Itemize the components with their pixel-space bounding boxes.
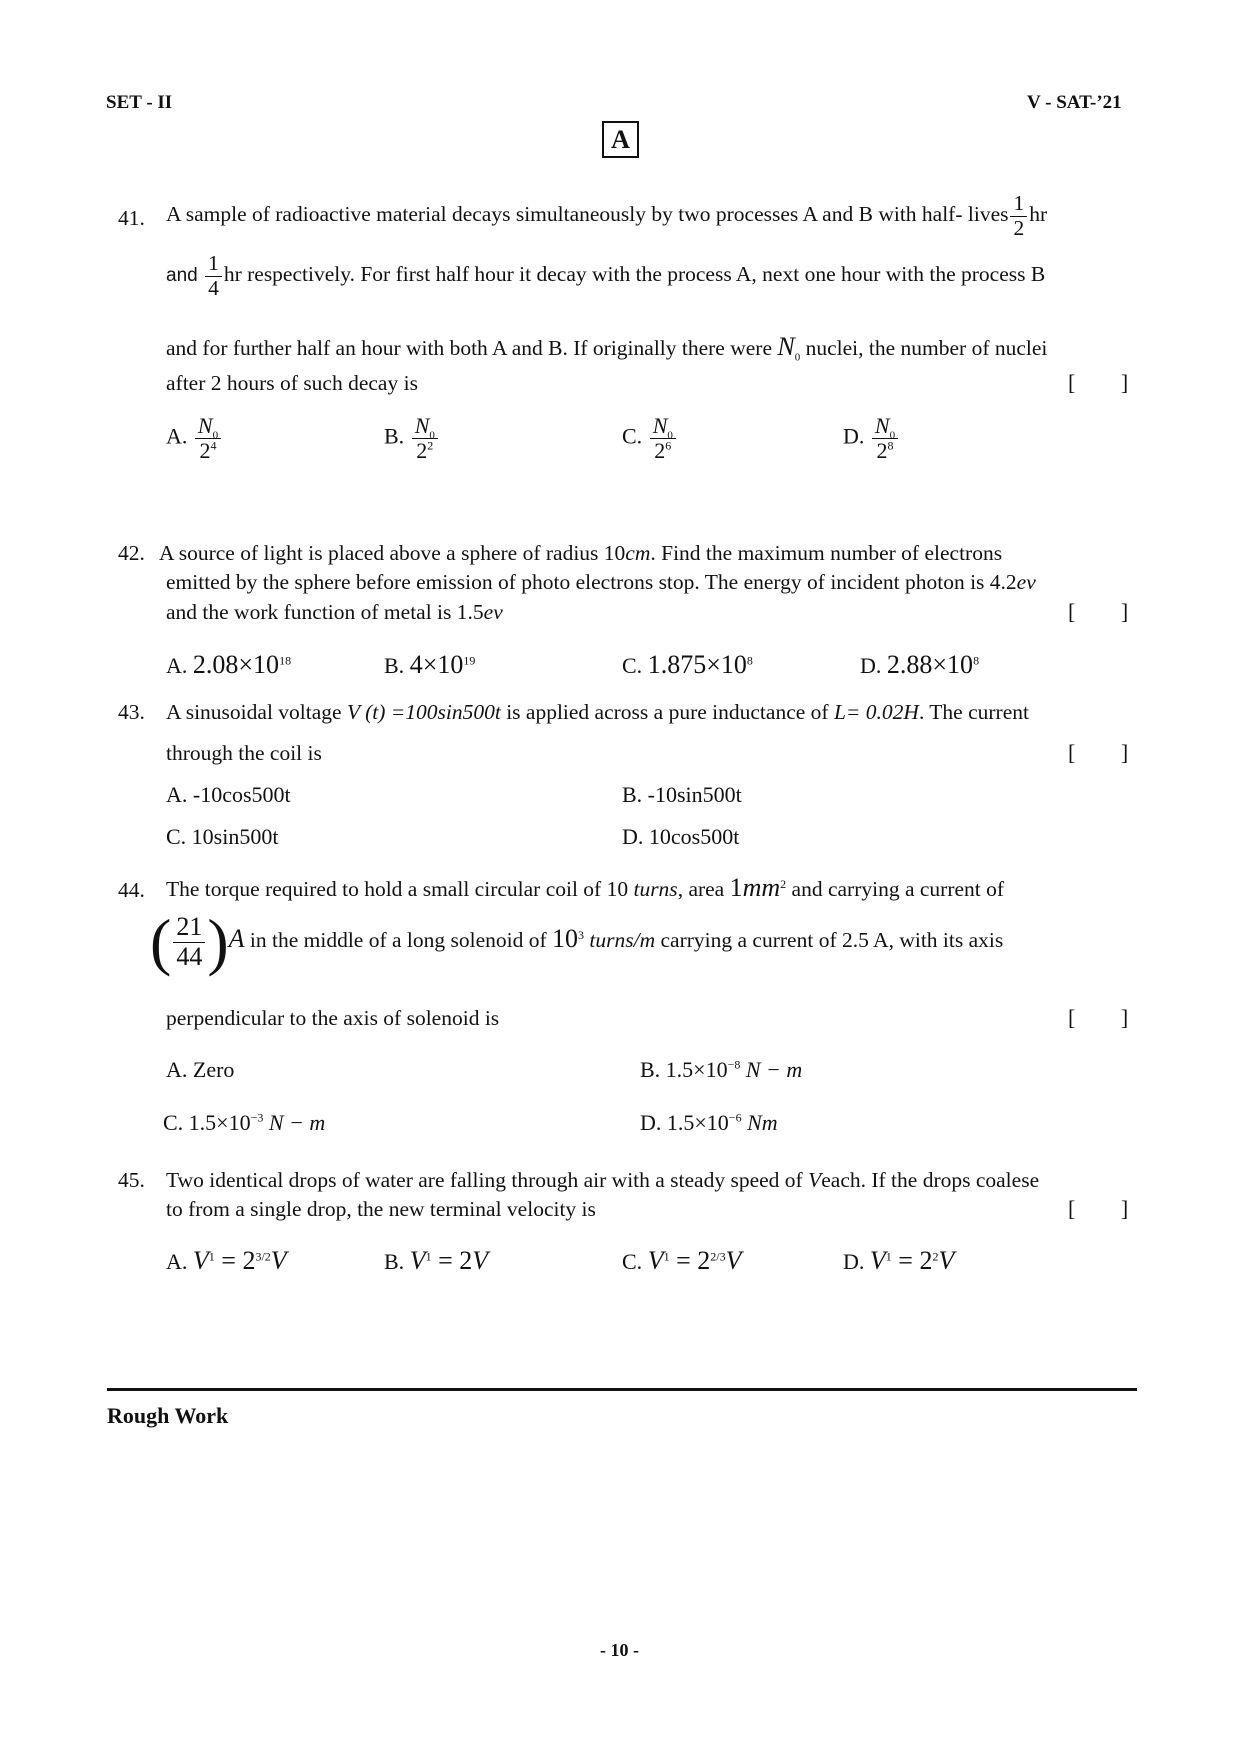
option-value: 1.875×10 [647, 650, 747, 679]
exponent: 2 [427, 438, 434, 453]
value: 10 [552, 923, 579, 953]
text: hr respectively. For first half hour it decay with the process A, next one hour with the process B [223, 262, 1046, 287]
text: . The current [918, 700, 1029, 724]
subscript: 0 [889, 429, 896, 442]
question-number: 44. [118, 878, 145, 902]
numerator: N [874, 413, 890, 438]
fraction-quarter [205, 252, 222, 300]
numerator: N [197, 413, 213, 438]
exponent: 8 [973, 653, 980, 668]
option-44-d[interactable] [640, 1108, 778, 1138]
lhs: V [647, 1246, 664, 1275]
exponent: 4 [210, 438, 217, 453]
text: and the work function of metal is 1.5 [166, 600, 484, 624]
question-44-line-1 [166, 873, 1126, 904]
answer-bracket[interactable]: [ ] [1068, 370, 1149, 395]
option-label: B. [384, 653, 405, 678]
question-44-line-3: perpendicular to the axis of solenoid is [166, 1006, 500, 1030]
option-label: C. 1.5×10 [163, 1110, 251, 1135]
option-label: C. [622, 423, 643, 449]
rough-work-heading: Rough Work [107, 1403, 229, 1428]
option-41-c[interactable] [622, 414, 678, 463]
option-label: C. [622, 653, 643, 678]
exponent: 2 [780, 876, 787, 891]
set-label: SET - II [106, 92, 173, 113]
option-value: 2.08×10 [192, 650, 280, 679]
question-42-line-1 [159, 538, 1119, 568]
symbol: V [808, 1168, 822, 1192]
numerator: 1 [1010, 192, 1027, 217]
text: and carrying a current of [791, 877, 1005, 901]
unit: mm [742, 873, 781, 902]
unit: cm [625, 541, 651, 565]
exponent: 8 [746, 653, 753, 668]
divider [107, 1388, 1137, 1391]
option-label: A. [166, 1249, 188, 1274]
exponent: 3 [578, 927, 585, 942]
exponent: 2/3 [710, 1249, 726, 1264]
question-43-line-1 [166, 697, 1126, 727]
option-41-a[interactable] [166, 414, 223, 463]
exponent: −8 [727, 1057, 741, 1072]
rhs: V [472, 1246, 489, 1275]
unit: ev [1016, 570, 1036, 594]
question-41-line-4: after 2 hours of such decay is [166, 371, 418, 395]
option-41-b[interactable] [384, 414, 440, 463]
option-value: 4×10 [409, 650, 464, 679]
denominator: 2 [1013, 215, 1025, 240]
rhs: V [725, 1246, 742, 1275]
option-label: C. [622, 1249, 643, 1274]
denominator: 2 [876, 438, 888, 464]
text: A sample of radioactive material decays simultaneously by two processes A and B with half- lives [166, 202, 1009, 227]
option-label: A. [166, 653, 188, 678]
option-label: B. [384, 1249, 405, 1274]
text: Two identical drops of water are falling through air with a steady speed of [166, 1168, 803, 1192]
denominator: 2 [199, 438, 211, 464]
symbol-N: N [777, 332, 795, 361]
option-label: A. [166, 423, 188, 449]
option-43-d[interactable]: D. 10cos500t [622, 824, 740, 849]
text: nuclei, the number of nuclei [805, 336, 1048, 360]
unit: Nm [747, 1110, 778, 1135]
option-fraction [650, 414, 676, 463]
fraction-half [1010, 192, 1027, 240]
unit: N − m [268, 1110, 326, 1135]
subscript: 0 [212, 429, 219, 442]
subscript: 0 [667, 429, 673, 442]
option-42-d[interactable] [860, 650, 979, 681]
question-number: 41. [118, 206, 145, 230]
exponent: −3 [250, 1110, 264, 1125]
question-number: 43. [118, 700, 145, 724]
expression: L= 0.02H [833, 700, 919, 724]
option-44-b[interactable] [640, 1055, 802, 1085]
expression: V (t) =100sin500t [346, 700, 501, 724]
answer-bracket[interactable]: [ ] [1068, 740, 1149, 765]
superscript: 1 [885, 1249, 892, 1264]
option-44-a[interactable]: A. Zero [166, 1057, 235, 1082]
option-label: D. [843, 1249, 865, 1274]
unit: turns [633, 877, 678, 901]
question-45-line-2: to from a single drop, the new terminal velocity is [166, 1197, 596, 1221]
answer-bracket[interactable]: [ ] [1068, 1196, 1149, 1221]
option-42-a[interactable] [166, 650, 291, 681]
question-42-line-3 [166, 597, 1126, 627]
exponent: 19 [463, 653, 476, 668]
text: , area [677, 877, 725, 901]
numerator: N [414, 413, 430, 438]
lhs: V [192, 1246, 209, 1275]
text: emitted by the sphere before emission of photo electrons stop. The energy of incident photon is 4.2 [166, 570, 1017, 594]
rhs: V [938, 1246, 955, 1275]
text: carrying a current of 2.5 A, with its axis [660, 927, 1004, 952]
option-label: D. [860, 653, 882, 678]
option-fraction [195, 414, 221, 463]
option-43-c[interactable]: C. 10sin500t [166, 824, 279, 849]
value: 1 [729, 873, 743, 902]
unit: A [228, 923, 245, 953]
option-43-a[interactable]: A. -10cos500t [166, 782, 291, 807]
superscript: 1 [208, 1249, 215, 1264]
question-41-line-3 [166, 332, 1126, 363]
denominator: 44 [176, 941, 203, 971]
option-45-b[interactable] [384, 1246, 488, 1277]
question-42-line-2 [166, 567, 1126, 597]
text: A sinusoidal voltage [166, 700, 342, 724]
question-number: 45. [118, 1168, 145, 1192]
superscript: 1 [425, 1249, 432, 1264]
exponent: 6 [665, 438, 672, 453]
option-45-d[interactable] [843, 1246, 954, 1277]
option-label: B. [384, 423, 405, 449]
subscript: 0 [794, 351, 801, 364]
unit: N − m [745, 1057, 803, 1082]
equals: = 2 [431, 1246, 473, 1275]
equals: = 2 [891, 1246, 933, 1275]
exponent: 8 [887, 438, 894, 453]
denominator: 4 [208, 275, 219, 300]
text: The torque required to hold a small circular coil of 10 [166, 877, 629, 901]
lhs: V [869, 1246, 886, 1275]
rhs: V [270, 1246, 287, 1275]
option-42-b[interactable] [384, 650, 475, 681]
unit: turns/m [589, 927, 656, 952]
option-42-c[interactable] [622, 650, 753, 681]
option-41-d[interactable] [843, 414, 900, 463]
lhs: V [409, 1246, 426, 1275]
option-label: B. 1.5×10 [640, 1057, 728, 1082]
text: . Find the maximum number of electrons [650, 541, 1003, 565]
left-paren: ( [150, 906, 172, 977]
set-code-box: A [602, 121, 639, 158]
exponent: 2 [932, 1249, 939, 1264]
text: A source of light is placed above a sphere of radius 10 [159, 541, 626, 565]
option-label: D. [843, 423, 865, 449]
unit: ev [483, 600, 503, 624]
text: hr [1029, 202, 1048, 227]
exponent: −6 [728, 1110, 742, 1125]
right-paren: ) [207, 906, 229, 977]
numerator: N [652, 413, 668, 438]
exponent: 3/2 [255, 1249, 271, 1264]
exponent: 18 [279, 653, 292, 668]
question-45-line-1 [166, 1165, 1126, 1195]
question-43-line-2: through the coil is [166, 741, 322, 765]
denominator: 2 [654, 438, 666, 464]
text: and [166, 265, 198, 287]
page-number: - 10 - [600, 1640, 639, 1660]
equals: = 2 [214, 1246, 256, 1275]
superscript: 1 [663, 1249, 670, 1264]
text: and for further half an hour with both A and B. If originally there were [166, 336, 772, 360]
exam-code: V - SAT-’21 [1027, 92, 1122, 113]
text: each. If the drops coalese [821, 1168, 1040, 1192]
option-value: 2.88×10 [886, 650, 974, 679]
option-43-b[interactable]: B. -10sin500t [622, 782, 742, 807]
question-number: 42. [118, 541, 145, 565]
option-fraction [412, 414, 438, 463]
answer-bracket[interactable]: [ ] [1068, 599, 1149, 624]
numerator: 1 [205, 252, 222, 277]
option-fraction [872, 414, 898, 463]
subscript: 0 [429, 429, 435, 442]
question-41-line-1 [166, 192, 1126, 240]
answer-bracket[interactable]: [ ] [1068, 1005, 1149, 1030]
question-44-line-2 [150, 906, 1110, 977]
current-fraction [173, 913, 205, 971]
text: is applied across a pure inductance of [506, 700, 829, 724]
numerator: 21 [173, 913, 205, 943]
option-label: D. 1.5×10 [640, 1110, 729, 1135]
option-45-a[interactable] [166, 1246, 287, 1277]
question-41-line-2 [166, 252, 1126, 300]
denominator: 2 [416, 438, 428, 464]
option-45-c[interactable] [622, 1246, 741, 1277]
equals: = 2 [669, 1246, 711, 1275]
text: in the middle of a long solenoid of [249, 927, 547, 952]
option-44-c[interactable] [163, 1108, 325, 1138]
